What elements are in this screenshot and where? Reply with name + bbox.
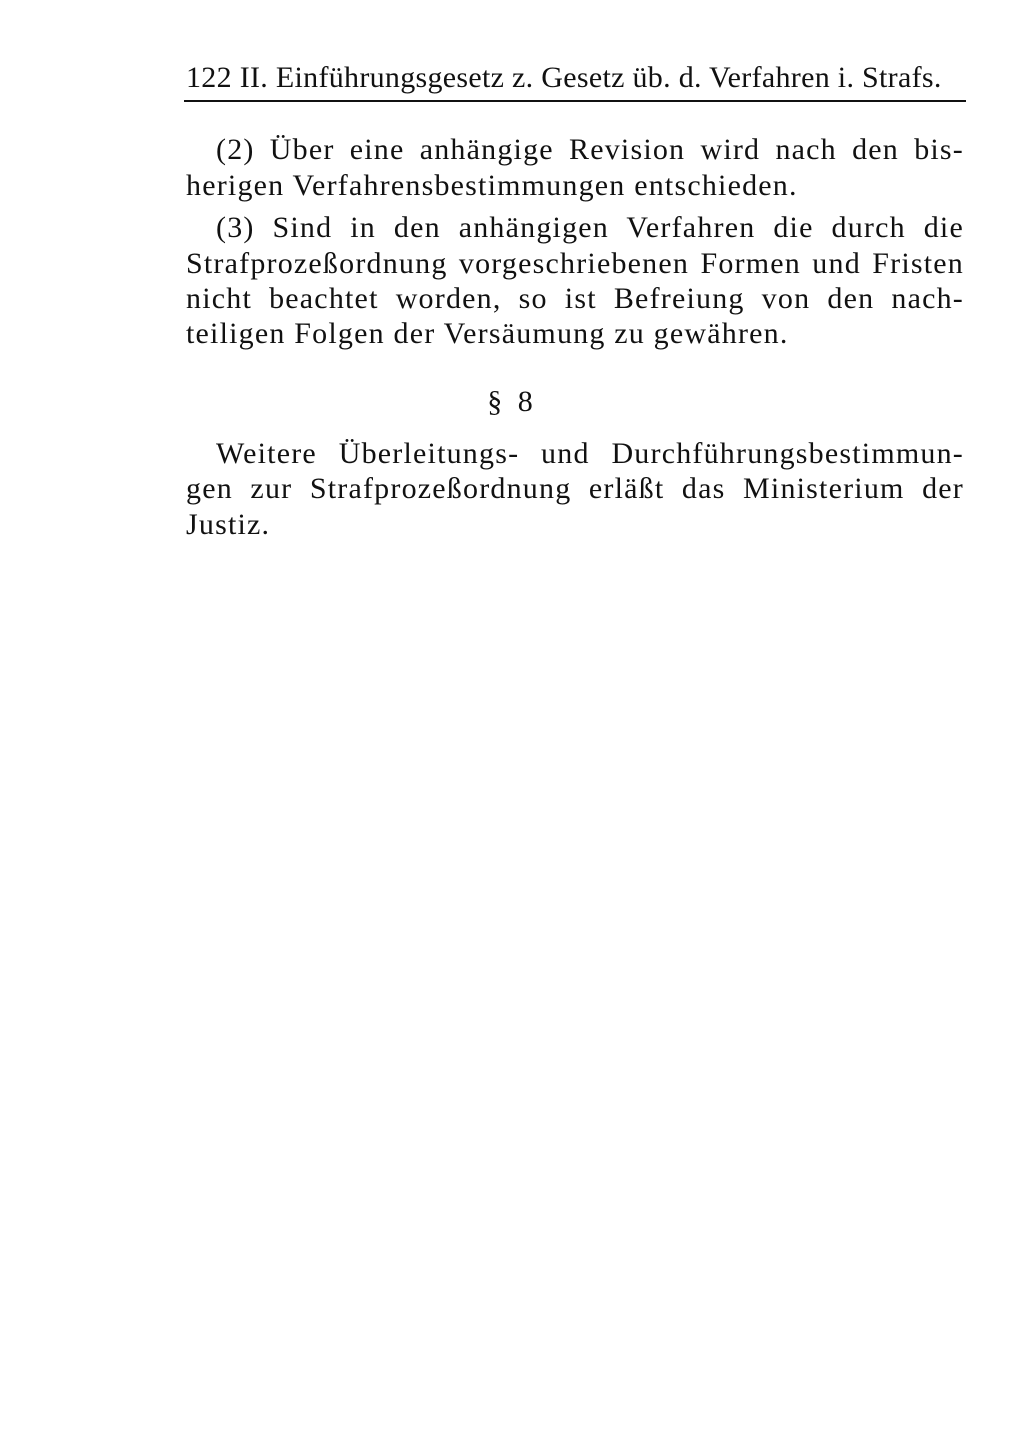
header-rule — [184, 100, 966, 102]
para8-line-3: Justiz. — [186, 508, 271, 541]
para3-line-3: nicht beachtet worden, so ist Befreiung von den nach- — [186, 282, 964, 315]
para8-line-2: gen zur Strafprozeßordnung erläßt das Ministerium der — [186, 472, 964, 505]
para3-line-1: (3) Sind in den anhängigen Verfahren die durch die — [216, 211, 964, 244]
para2-line-2: herigen Verfahrensbestimmungen entschieden. — [186, 169, 798, 202]
para3-line-4: teiligen Folgen der Versäumung zu gewähren. — [186, 317, 789, 350]
para8-line-1: Weitere Überleitungs- und Durchführungsbestimmun- — [216, 437, 964, 470]
para2-line-1: (2) Über eine anhängige Revision wird nach den bis- — [216, 133, 964, 166]
para3-line-2: Strafprozeßordnung vorgeschriebenen Formen und Fristen — [186, 247, 964, 280]
section-heading: § 8 — [487, 385, 537, 418]
running-head: 122 II. Einführungsgesetz z. Gesetz üb. d. Verfahren i. Strafs. — [186, 61, 942, 94]
